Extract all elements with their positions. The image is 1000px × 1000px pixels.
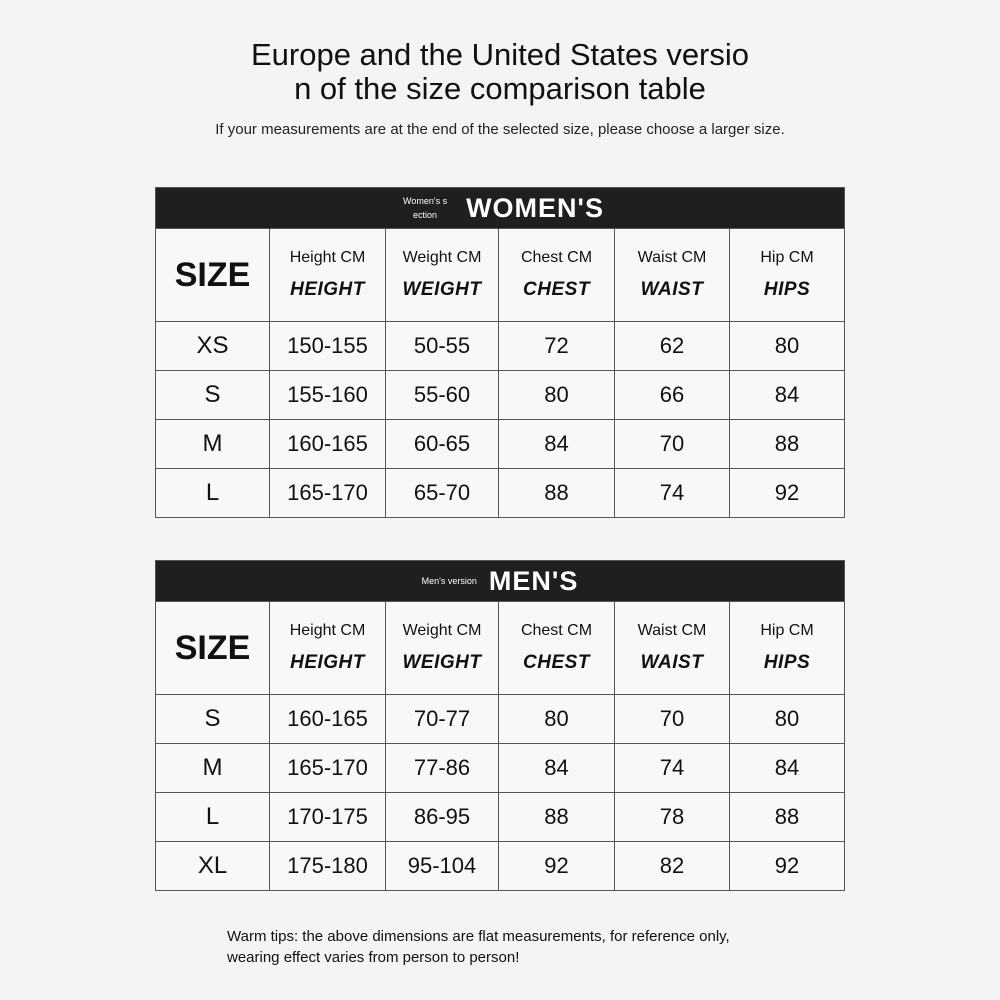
weight-cell: 70-77 — [386, 695, 499, 744]
page-title-line-2: n of the size comparison table — [294, 71, 706, 106]
womens-banner — [156, 188, 845, 229]
womens-banner-title: WOMEN'S — [466, 192, 604, 223]
chest-cell: 88 — [499, 793, 615, 842]
table-row — [156, 793, 845, 842]
weight-cell: 77-86 — [386, 744, 499, 793]
waist-cell: 70 — [615, 695, 730, 744]
womens-banner-small-label: Women's s ection — [403, 196, 448, 220]
waist-cell: 62 — [615, 322, 730, 371]
size-cell: L — [156, 793, 270, 842]
hip-cell: 80 — [730, 695, 845, 744]
mens-banner-title: MEN'S — [488, 565, 579, 596]
womens-size-table — [155, 187, 845, 518]
height-cell: 165-170 — [270, 744, 386, 793]
womens-weight-header: Weight CM WEIGHT — [386, 229, 499, 322]
weight-cell: 60-65 — [386, 420, 499, 469]
hip-cell: 84 — [730, 371, 845, 420]
hip-cell: 88 — [730, 793, 845, 842]
waist-cell: 74 — [615, 469, 730, 518]
table-row — [156, 842, 845, 891]
page-subtitle: If your measurements are at the end of the selected size, please choose a larger size. — [215, 121, 785, 138]
chest-cell: 84 — [499, 420, 615, 469]
table-row — [156, 322, 845, 371]
womens-size-header: SIZE — [156, 229, 270, 322]
chest-cell: 84 — [499, 744, 615, 793]
hip-cell: 84 — [730, 744, 845, 793]
page-title-line-1: Europe and the United States versio — [250, 37, 750, 72]
weight-cell: 55-60 — [386, 371, 499, 420]
warm-tips-line-1: Warm tips: the above dimensions are flat measurements, for reference only, — [227, 928, 730, 945]
table-row — [156, 469, 845, 518]
table-row — [156, 420, 845, 469]
height-cell: 165-170 — [270, 469, 386, 518]
mens-weight-header: Weight CM WEIGHT — [386, 602, 499, 695]
weight-cell: 50-55 — [386, 322, 499, 371]
waist-cell: 66 — [615, 371, 730, 420]
height-cell: 175-180 — [270, 842, 386, 891]
table-row — [156, 744, 845, 793]
womens-height-header: Height CM HEIGHT — [270, 229, 386, 322]
chest-cell: 80 — [499, 371, 615, 420]
height-cell: 160-165 — [270, 695, 386, 744]
height-cell: 150-155 — [270, 322, 386, 371]
height-cell: 160-165 — [270, 420, 386, 469]
height-cell: 155-160 — [270, 371, 386, 420]
mens-header-row — [156, 602, 845, 695]
mens-height-header: Height CM HEIGHT — [270, 602, 386, 695]
mens-banner-small-label: Men's version — [421, 576, 477, 586]
size-cell: S — [156, 371, 270, 420]
chest-cell: 72 — [499, 322, 615, 371]
chest-cell: 88 — [499, 469, 615, 518]
womens-chest-header: Chest CM CHEST — [499, 229, 615, 322]
size-cell: XL — [156, 842, 270, 891]
height-cell: 170-175 — [270, 793, 386, 842]
table-row — [156, 695, 845, 744]
size-cell: XS — [156, 322, 270, 371]
chest-cell: 92 — [499, 842, 615, 891]
womens-hip-header: Hip CM HIPS — [730, 229, 845, 322]
womens-waist-header: Waist CM WAIST — [615, 229, 730, 322]
size-cell: S — [156, 695, 270, 744]
mens-hip-header: Hip CM HIPS — [730, 602, 845, 695]
hip-cell: 88 — [730, 420, 845, 469]
warm-tips — [227, 926, 730, 968]
waist-cell: 70 — [615, 420, 730, 469]
page-title — [0, 38, 1000, 106]
waist-cell: 82 — [615, 842, 730, 891]
waist-cell: 78 — [615, 793, 730, 842]
hip-cell: 92 — [730, 842, 845, 891]
chest-cell: 80 — [499, 695, 615, 744]
mens-chest-header: Chest CM CHEST — [499, 602, 615, 695]
mens-size-table — [155, 560, 845, 891]
size-cell: M — [156, 420, 270, 469]
warm-tips-line-2: wearing effect varies from person to person! — [227, 949, 520, 966]
mens-banner — [156, 561, 845, 602]
womens-header-row — [156, 229, 845, 322]
weight-cell: 65-70 — [386, 469, 499, 518]
weight-cell: 95-104 — [386, 842, 499, 891]
mens-size-header: SIZE — [156, 602, 270, 695]
hip-cell: 92 — [730, 469, 845, 518]
weight-cell: 86-95 — [386, 793, 499, 842]
size-cell: L — [156, 469, 270, 518]
waist-cell: 74 — [615, 744, 730, 793]
size-cell: M — [156, 744, 270, 793]
table-row — [156, 371, 845, 420]
mens-waist-header: Waist CM WAIST — [615, 602, 730, 695]
hip-cell: 80 — [730, 322, 845, 371]
